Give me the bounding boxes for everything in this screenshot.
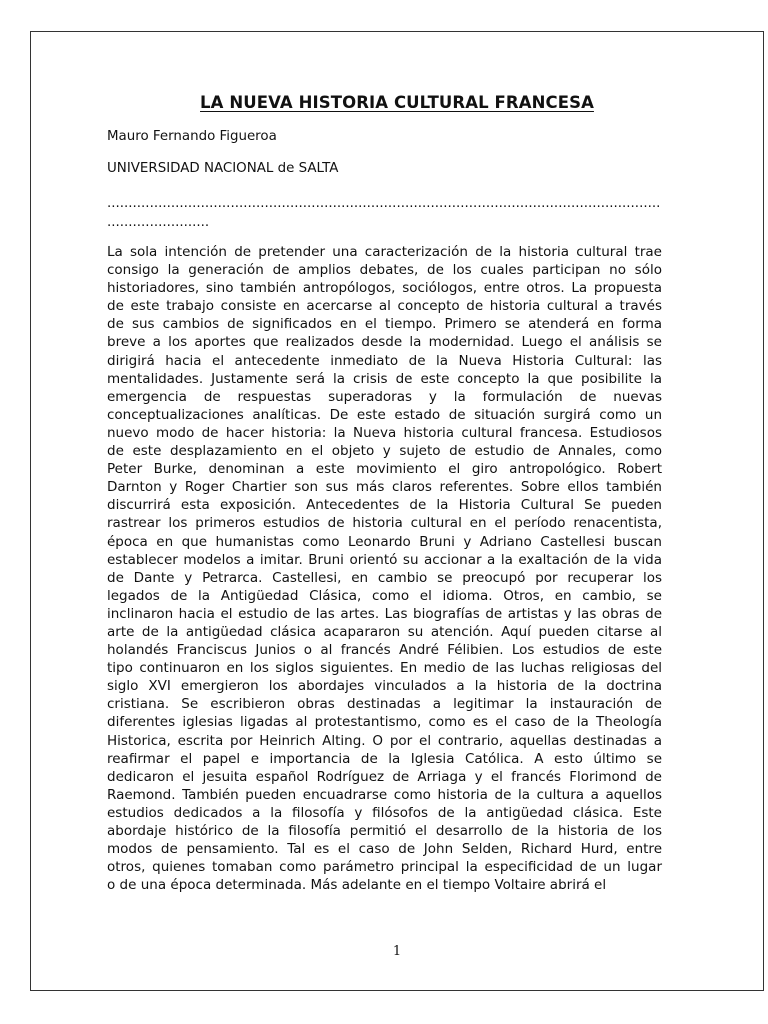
body-text-line: dirigirá hacia el antecedente inmediato de la Nueva Historia Cultural: las	[107, 352, 662, 369]
page-number: 1	[392, 944, 402, 959]
body-text-line: cristiana. Se escribieron obras destinadas a legitimar la instauración de	[107, 696, 662, 713]
body-text-line: de sus cambios de significados en el tiempo. Primero se atenderá en forma	[107, 316, 662, 333]
body-text-line: reafirmar el papel e importancia de la Iglesia Católica. A esto último se	[107, 750, 662, 767]
dotted-separator	[107, 194, 661, 232]
body-text-line: rastrear los primeros estudios de historia cultural en el período renacentista,	[107, 515, 662, 532]
body-text-line: estudios dedicados a la filosofía y filósofos de la antigüedad clásica. Este	[107, 804, 662, 821]
body-text-line: Raemond. También pueden encuadrarse como historia de la cultura a aquellos	[107, 786, 662, 803]
institution-name: UNIVERSIDAD NACIONAL de SALTA	[107, 161, 339, 176]
body-text-line: legados de la Antigüedad Clásica, como el idioma. Otros, en cambio, se	[107, 587, 662, 604]
body-text-line: historiadores, sino también antropólogos, sociólogos, entre otros. La propuesta	[107, 280, 662, 297]
body-text-line: otros, quienes tomaban como parámetro principal la especificidad de un lugar	[107, 859, 662, 876]
body-text-line: época en que humanistas como Leonardo Bruni y Adriano Castellesi buscan	[107, 533, 662, 550]
body-text-line: nuevo modo de hacer historia: la Nueva historia cultural francesa. Estudiosos	[107, 424, 662, 441]
body-text-line: de este desplazamiento en el objeto y sujeto de estudio de Annales, como	[107, 443, 662, 460]
body-text-line: holandés Franciscus Junios o al francés André Félibien. Los estudios de este	[107, 642, 662, 659]
body-paragraph	[107, 243, 662, 894]
body-text-line: tipo continuaron en los siglos siguientes. En medio de las luchas religiosas del	[107, 660, 662, 677]
body-text-line: modos de pensamiento. Tal es el caso de John Selden, Richard Hurd, entre	[107, 841, 662, 858]
body-text-line: La sola intención de pretender una caracterización de la historia cultural trae	[107, 244, 662, 260]
body-text-line: breve a los aportes que realizados desde la modernidad. Luego el análisis se	[107, 334, 662, 351]
body-text-line: abordaje histórico de la filosofía permitió el desarrollo de la historia de los	[107, 823, 662, 839]
body-text-line: Darnton y Roger Chartier son sus más claros referentes. Sobre ellos también	[107, 479, 662, 496]
body-text-line: emergencia de respuestas superadoras y la formulación de nuevas	[107, 388, 662, 405]
body-text-line: arte de la antigüedad clásica acapararon su atención. Aquí pueden citarse al	[107, 623, 662, 640]
dotted-separator-line: ........................	[107, 215, 210, 230]
body-text-line: conceptualizaciones analíticas. De este estado de situación surgirá como un	[107, 406, 662, 423]
body-text-line: discurrirá esta exposición. Antecedentes de la Historia Cultural Se pueden	[107, 497, 662, 514]
body-text-line: establecer modelos a imitar. Bruni orientó su accionar a la exaltación de la vida	[107, 551, 662, 568]
body-text-line: diferentes iglesias ligadas al protestantismo, como es el caso de la Theología	[107, 714, 662, 731]
body-text-line: inclinaron hacia el estudio de las artes. Las biografías de artistas y las obras de	[107, 605, 662, 622]
body-text-line: Historica, escrita por Heinrich Alting. O por el contrario, aquellas destinadas a	[107, 732, 662, 749]
document-page	[30, 31, 764, 991]
body-text-line: Peter Burke, denominan a este movimiento el giro antropológico. Robert	[107, 461, 662, 478]
body-text-line: de Dante y Petrarca. Castellesi, en cambio se preocupó por recuperar los	[107, 569, 662, 586]
body-text-line: siglo XVI emergieron los abordajes vinculados a la historia de la doctrina	[107, 678, 662, 695]
body-text-line: consigo la generación de amplios debates, de los cuales participan no sólo	[107, 262, 662, 279]
dotted-separator-line: ..................................................................................................................................	[107, 196, 661, 211]
body-text-line: dedicaron el jesuita español Rodríguez de Arriaga y el francés Florimond de	[107, 768, 662, 785]
body-text-line: mentalidades. Justamente será la crisis de este concepto la que posibilite la	[107, 370, 662, 387]
body-text-line: de este trabajo consiste en acercarse al concepto de historia cultural a través	[107, 298, 662, 315]
author-name: Mauro Fernando Figueroa	[107, 129, 277, 144]
document-title: LA NUEVA HISTORIA CULTURAL FRANCESA	[200, 93, 594, 112]
body-text-line: o de una época determinada. Más adelante en el tiempo Voltaire abrirá el	[107, 877, 607, 894]
